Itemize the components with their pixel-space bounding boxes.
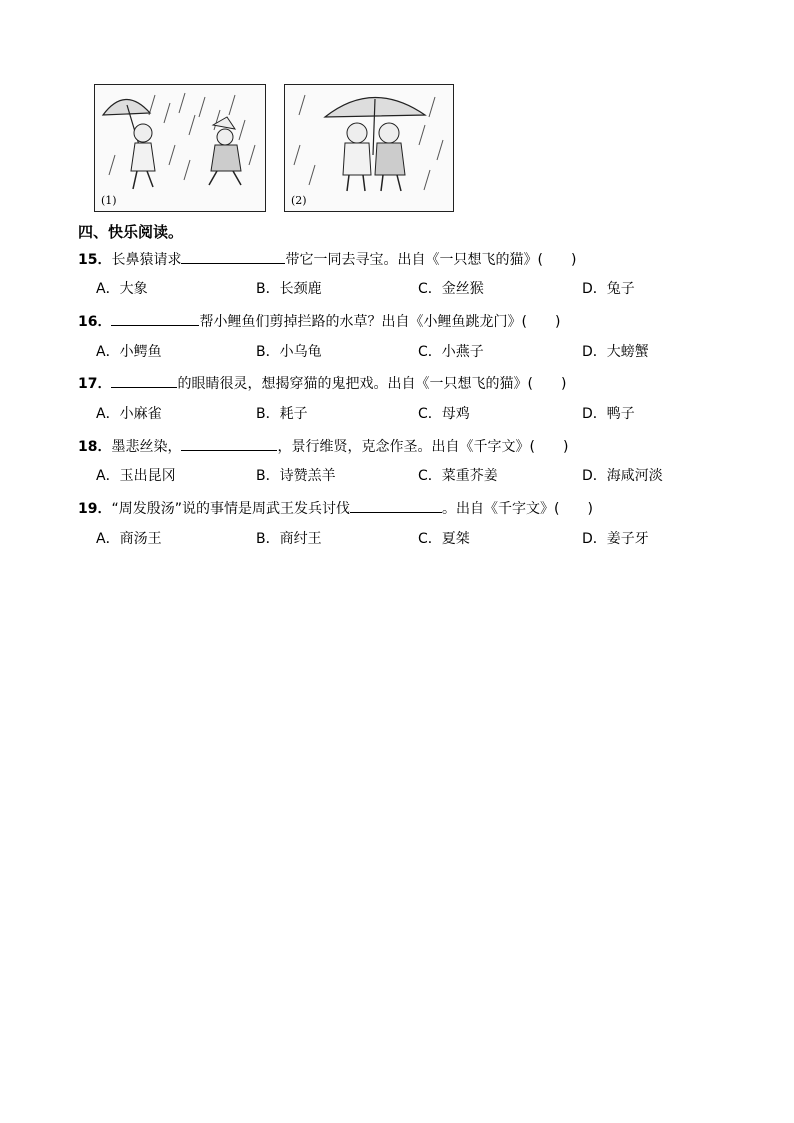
answer-blank[interactable] <box>111 372 177 388</box>
question-number: 18． <box>78 439 112 455</box>
illustration-1-label: (1) <box>101 194 117 207</box>
answer-blank[interactable] <box>111 310 199 326</box>
question-17 <box>78 372 566 394</box>
rain-scene-2-drawing <box>285 85 453 211</box>
illustration-2-label: (2) <box>291 194 307 207</box>
option-a[interactable]: A．小麻雀 <box>96 406 162 422</box>
option-a[interactable]: A．大象 <box>96 281 148 297</box>
question-text-post: 带它一同去寻宝。出自《一只想飞的猫》( ) <box>285 252 577 268</box>
question-number: 19． <box>78 501 112 517</box>
option-c[interactable]: C．菜重芥姜 <box>418 468 498 484</box>
question-text-post: ，景行维贤，克念作圣。出自《千字文》( ) <box>277 439 569 455</box>
option-c[interactable]: C．母鸡 <box>418 406 470 422</box>
illustration-rain-umbrella-shared <box>284 84 454 212</box>
option-d[interactable]: D．大螃蟹 <box>582 344 649 360</box>
question-number: 16． <box>78 314 112 330</box>
question-number: 17． <box>78 376 112 392</box>
option-b[interactable]: B．商纣王 <box>256 531 322 547</box>
question-number: 15． <box>78 252 112 268</box>
question-18 <box>78 435 568 457</box>
answer-blank[interactable] <box>181 435 277 451</box>
question-text-pre: 长鼻猿请求 <box>111 252 182 268</box>
option-c[interactable]: C．小燕子 <box>418 344 484 360</box>
section-title: 四、快乐阅读。 <box>78 223 184 241</box>
question-19 <box>78 497 593 519</box>
option-a[interactable]: A．商汤王 <box>96 531 162 547</box>
question-16 <box>78 310 560 332</box>
question-text-post: 的眼睛很灵，想揭穿猫的鬼把戏。出自《一只想飞的猫》( ) <box>177 376 567 392</box>
option-d[interactable]: D．兔子 <box>582 281 635 297</box>
illustration-rain-umbrella-alone <box>94 84 266 212</box>
answer-blank[interactable] <box>181 248 285 264</box>
option-b[interactable]: B．耗子 <box>256 406 308 422</box>
option-b[interactable]: B．小乌龟 <box>256 344 322 360</box>
question-text-pre: “周发殷汤”说的事情是周武王发兵讨伐 <box>111 501 350 517</box>
option-d[interactable]: D．姜子牙 <box>582 531 649 547</box>
option-a[interactable]: A．小鳄鱼 <box>96 344 162 360</box>
option-b[interactable]: B．诗赞羔羊 <box>256 468 336 484</box>
question-text-post: 帮小鲤鱼们剪掉拦路的水草？出自《小鲤鱼跳龙门》( ) <box>199 314 561 330</box>
option-b[interactable]: B．长颈鹿 <box>256 281 322 297</box>
question-text-post: 。出自《千字文》( ) <box>442 501 593 517</box>
option-a[interactable]: A．玉出昆冈 <box>96 468 176 484</box>
question-text-pre: 墨悲丝染， <box>111 439 182 455</box>
rain-scene-1-drawing <box>95 85 265 211</box>
option-d[interactable]: D．鸭子 <box>582 406 635 422</box>
answer-blank[interactable] <box>350 497 442 513</box>
option-c[interactable]: C．夏桀 <box>418 531 470 547</box>
option-d[interactable]: D．海咸河淡 <box>582 468 663 484</box>
option-c[interactable]: C．金丝猴 <box>418 281 484 297</box>
question-15 <box>78 248 576 270</box>
